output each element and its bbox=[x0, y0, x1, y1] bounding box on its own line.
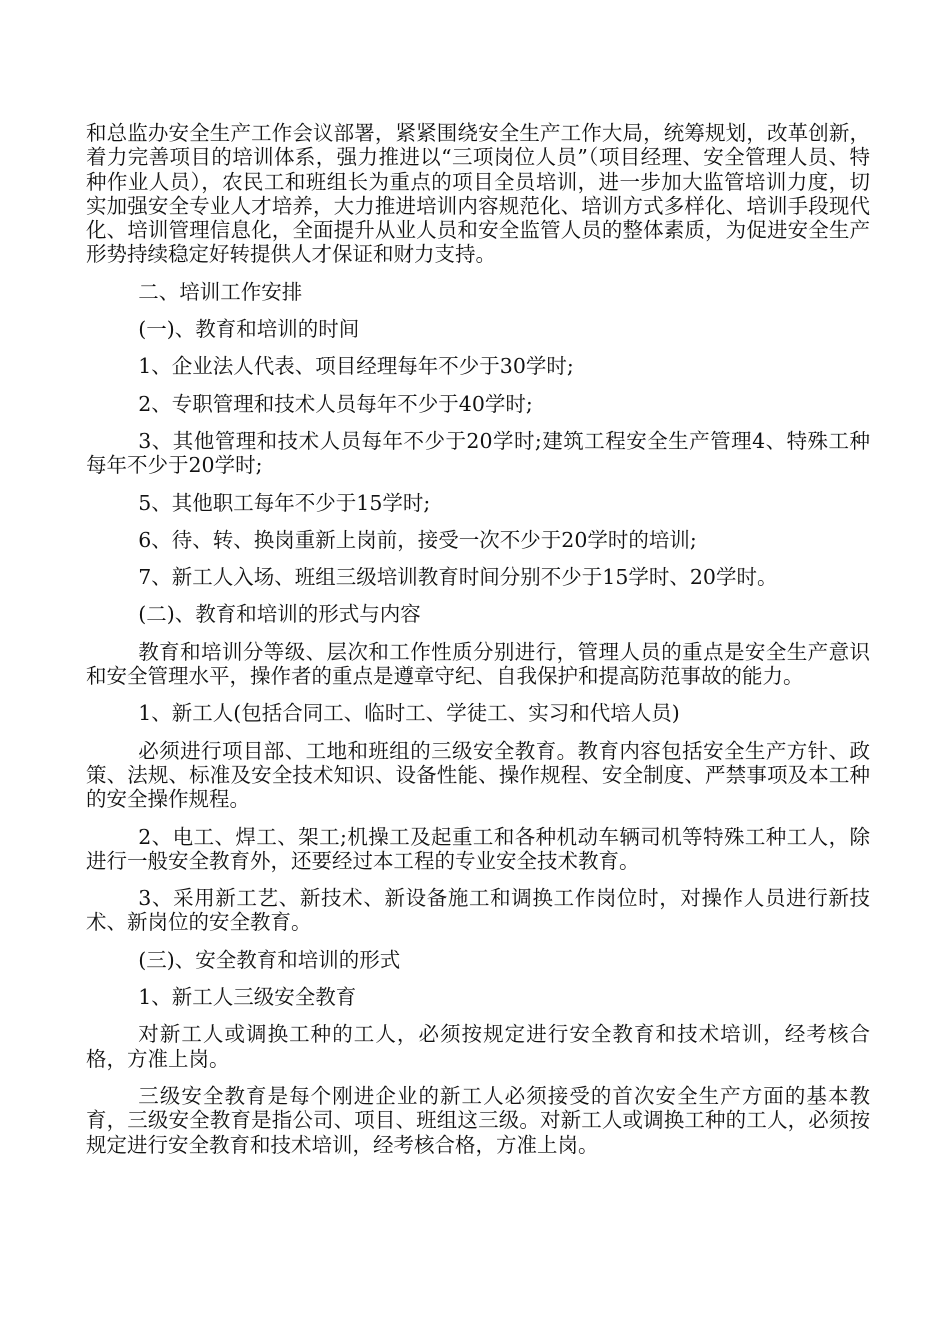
paragraph: 三级安全教育是每个刚进企业的新工人必须接受的首次安全生产方面的基本教育，三级安全教育是指公司、项目、班组这三级。对新工人或调换工种的工人，必须按规定进行安全教育和技术培训，经考核合格，方准上岗。 bbox=[86, 1083, 870, 1157]
subsection-heading-3: (三)、安全教育和培训的形式 bbox=[138, 947, 401, 972]
list-item: 3、采用新工艺、新技术、新设备施工和调换工作岗位时，对操作人员进行新技术、新岗位的安全教育。 bbox=[86, 886, 870, 935]
list-item: 2、专职管理和技术人员每年不少于40学时; bbox=[138, 391, 533, 416]
list-item: 5、其他职工每年不少于15学时; bbox=[138, 490, 431, 515]
paragraph: 对新工人或调换工种的工人，必须按规定进行安全教育和技术培训，经考核合格，方准上岗。 bbox=[86, 1022, 870, 1071]
list-item: 1、企业法人代表、项目经理每年不少于30学时; bbox=[138, 354, 574, 379]
list-item: 3、其他管理和技术人员每年不少于20学时;建筑工程安全生产管理4、特殊工种每年不少于20学时; bbox=[86, 428, 870, 478]
list-item: 6、待、转、换岗重新上岗前，接受一次不少于20学时的培训; bbox=[138, 527, 697, 552]
section-heading-2: 二、培训工作安排 bbox=[138, 279, 303, 304]
paragraph: 教育和培训分等级、层次和工作性质分别进行，管理人员的重点是安全生产意识和安全管理水平，操作者的重点是遵章守纪、自我保护和提高防范事故的能力。 bbox=[86, 639, 870, 689]
list-item: 2、电工、焊工、架工;机操工及起重工和各种机动车辆司机等特殊工种工人，除进行一般安全教育外，还要经过本工程的专业安全技术教育。 bbox=[86, 824, 870, 873]
subsection-heading-1: (一)、教育和培训的时间 bbox=[138, 317, 360, 342]
list-item: 7、新工人入场、班组三级培训教育时间分别不少于15学时、20学时。 bbox=[138, 565, 778, 590]
paragraph-intro: 和总监办安全生产工作会议部署，紧紧围绕安全生产工作大局，统筹规划，改革创新，着力完善项目的培训体系，强力推进以“三项岗位人员”（项目经理、安全管理人员、特种作业人员），农民工和班组长为重点的项目全员培训，进一步加大监管培训力度，切实加强安全专业人才培养，大力推进培训内容规范化、培训方式多样化、培训手段现代化、培训管理信息化，全面提升从业人员和安全监管人员的整体素质，为促进安全生产形势持续稳定好转提供人才保证和财力支持。 bbox=[86, 121, 870, 267]
paragraph: 必须进行项目部、工地和班组的三级安全教育。教育内容包括安全生产方针、政策、法规、标准及安全技术知识、设备性能、操作规程、安全制度、严禁事项及本工种的安全操作规程。 bbox=[86, 738, 870, 812]
document-body bbox=[86, 121, 870, 1170]
subsection-heading-2: (二)、教育和培训的形式与内容 bbox=[138, 602, 421, 627]
list-item: 1、新工人(包括合同工、临时工、学徒工、实习和代培人员) bbox=[138, 701, 680, 726]
list-item: 1、新工人三级安全教育 bbox=[138, 985, 357, 1010]
